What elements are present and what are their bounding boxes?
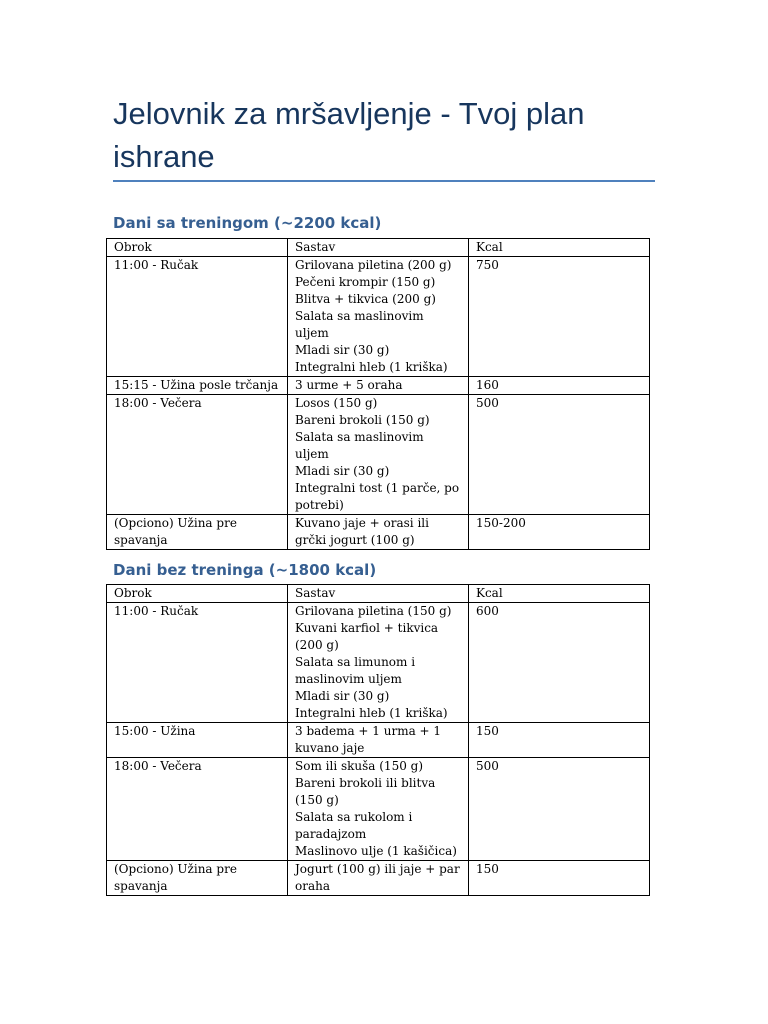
column-header-kcal: Kcal [469,239,650,257]
food-item: Bareni brokoli ili blitva (150 g) [295,776,436,807]
food-item: Integralni hleb (1 kriška) [295,360,448,374]
column-header-meal: Obrok [107,239,288,257]
table-row [107,861,650,896]
food-item: Salata sa maslinovim uljem [295,430,424,461]
food-item: Jogurt (100 g) ili jaje + par oraha [295,862,460,893]
food-item: Salata sa rukolom i paradajzom [295,810,413,841]
kcal-cell: 160 [469,377,650,395]
composition-cell [288,758,469,861]
food-item: Grilovana piletina (150 g) [295,604,452,618]
meal-cell: (Opciono) Užina pre spavanja [107,861,288,896]
food-item: Mladi sir (30 g) [295,689,390,703]
meal-cell: (Opciono) Užina pre spavanja [107,515,288,550]
food-item: 3 badema + 1 urma + 1 kuvano jaje [295,724,442,755]
food-item: Bareni brokoli (150 g) [295,413,430,427]
food-item: Grilovana piletina (200 g) [295,258,452,272]
meal-table-rest-days [106,584,650,896]
table-row [107,377,650,395]
kcal-cell: 500 [469,395,650,515]
food-item: Mladi sir (30 g) [295,343,390,357]
meal-cell: 15:15 - Užina posle trčanja [107,377,288,395]
table-row [107,723,650,758]
table-row [107,758,650,861]
composition-cell [288,257,469,377]
food-item: Losos (150 g) [295,396,378,410]
kcal-cell: 150 [469,723,650,758]
food-item: Maslinovo ulje (1 kašičica) [295,844,457,858]
food-item: Pečeni krompir (150 g) [295,275,436,289]
table-row [107,603,650,723]
meal-cell: 18:00 - Večera [107,758,288,861]
meal-table-training-days [106,238,650,550]
kcal-cell: 150-200 [469,515,650,550]
food-item: Salata sa limunom i maslinovim uljem [295,655,416,686]
column-header-kcal: Kcal [469,585,650,603]
table-header-row [107,585,650,603]
table-row [107,395,650,515]
table-row [107,257,650,377]
kcal-cell: 600 [469,603,650,723]
meal-cell: 11:00 - Ručak [107,257,288,377]
column-header-composition: Sastav [288,239,469,257]
composition-cell [288,723,469,758]
food-item: Integralni tost (1 parče, po potrebi) [295,481,460,512]
kcal-cell: 500 [469,758,650,861]
meal-cell: 15:00 - Užina [107,723,288,758]
column-header-composition: Sastav [288,585,469,603]
food-item: Som ili skuša (150 g) [295,759,424,773]
column-header-meal: Obrok [107,585,288,603]
food-item: Kuvano jaje + orasi ili grčki jogurt (100 g) [295,516,429,547]
composition-cell [288,861,469,896]
title-underline [113,180,655,182]
page-title: Jelovnik za mršavljenje - Tvoj plan ishrane [113,96,585,174]
food-item: Kuvani karfiol + tikvica (200 g) [295,621,439,652]
section-heading-training-days: Dani sa treningom (~2200 kcal) [113,214,382,232]
composition-cell [288,603,469,723]
kcal-cell: 750 [469,257,650,377]
section-heading-rest-days: Dani bez treninga (~1800 kcal) [113,561,377,579]
composition-cell [288,395,469,515]
food-item: 3 urme + 5 oraha [295,378,403,392]
composition-cell [288,515,469,550]
food-item: Mladi sir (30 g) [295,464,390,478]
table-row [107,515,650,550]
food-item: Blitva + tikvica (200 g) [295,292,436,306]
food-item: Salata sa maslinovim uljem [295,309,424,340]
meal-cell: 11:00 - Ručak [107,603,288,723]
composition-cell [288,377,469,395]
kcal-cell: 150 [469,861,650,896]
meal-cell: 18:00 - Večera [107,395,288,515]
table-header-row [107,239,650,257]
food-item: Integralni hleb (1 kriška) [295,706,448,720]
